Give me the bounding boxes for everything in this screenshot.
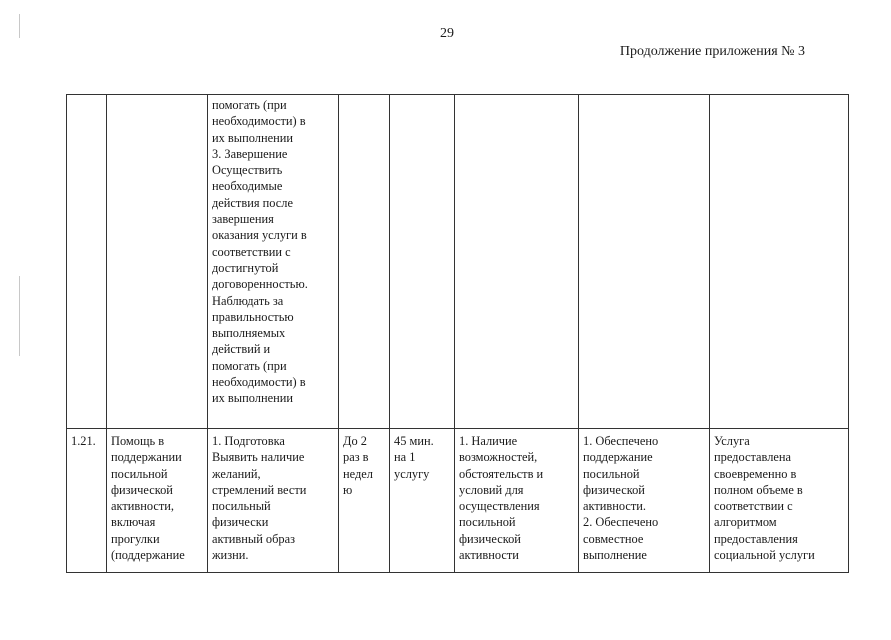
- cell-service-name: [107, 95, 208, 429]
- text-line: на 1: [394, 450, 416, 465]
- cell-quality: [710, 429, 849, 573]
- text-line: ю: [343, 482, 353, 497]
- text-line: обстоятельств и: [459, 466, 544, 481]
- text-line: необходимости) в: [212, 114, 306, 129]
- text-line: необходимости) в: [212, 375, 306, 390]
- page-number: 29: [440, 26, 454, 41]
- text-line: активности.: [583, 499, 647, 514]
- text-line: стремлений вести: [212, 482, 307, 497]
- text-line: 3. Завершение: [212, 146, 288, 161]
- text-line: поддержание: [583, 450, 653, 465]
- text-line: их выполнении: [212, 391, 293, 406]
- cell-conditions: [455, 429, 579, 573]
- cell-result: [579, 429, 710, 573]
- text-line: Выявить наличие: [212, 450, 305, 465]
- text-line: их выполнении: [212, 130, 293, 145]
- text-line: активности,: [111, 499, 175, 514]
- text-line: социальной услуги: [714, 548, 815, 563]
- cell-frequency: [339, 95, 390, 429]
- text-line: своевременно в: [714, 466, 797, 481]
- scan-margin-mark: [19, 276, 20, 356]
- text-line: достигнутой: [212, 260, 279, 275]
- text-line: 2. Обеспечено: [583, 515, 659, 530]
- text-line: предоставления: [714, 531, 798, 546]
- text-line: физической: [459, 531, 521, 546]
- text-line: услугу: [394, 466, 430, 481]
- text-line: 45 мин.: [394, 434, 434, 448]
- cell-duration: [390, 429, 455, 573]
- text-line: 1. Обеспечено: [583, 434, 659, 448]
- text-line: выполняемых: [212, 326, 286, 341]
- cell-number: [67, 95, 107, 429]
- text-line: полном объеме в: [714, 482, 803, 497]
- text-line: договоренностью.: [212, 277, 308, 292]
- text-line: условий для: [459, 482, 524, 497]
- text-line: посильной: [583, 466, 640, 481]
- text-line: выполнение: [583, 548, 647, 563]
- text-line: действия после: [212, 195, 293, 210]
- text-line: прогулки: [111, 531, 160, 546]
- text-line: Наблюдать за: [212, 293, 284, 308]
- text-line: соответствии с: [212, 244, 291, 259]
- text-line: (поддержание: [111, 548, 185, 563]
- text-line: Услуга: [714, 434, 750, 448]
- scan-margin-mark: [19, 14, 20, 38]
- services-table: [66, 94, 849, 573]
- cell-service-content: [208, 429, 339, 573]
- text-line: предоставлена: [714, 450, 792, 465]
- text-line: 1. Наличие: [459, 434, 518, 448]
- text-line: посильной: [459, 515, 516, 530]
- text-line: оказания услуги в: [212, 228, 307, 243]
- cell-number: [67, 429, 107, 573]
- text-line: действий и: [212, 342, 271, 357]
- row-number: 1.21.: [71, 434, 96, 448]
- text-line: поддержании: [111, 450, 182, 465]
- text-line: посильной: [111, 466, 168, 481]
- appendix-continuation-note: Продолжение приложения № 3: [619, 44, 805, 59]
- cell-service-content: [208, 95, 339, 429]
- text-line: осуществления: [459, 499, 540, 514]
- text-line: соответствии с: [714, 499, 793, 514]
- text-line: возможностей,: [459, 450, 538, 465]
- text-line: физической: [111, 482, 173, 497]
- text-line: необходимые: [212, 179, 283, 194]
- text-line: алгоритмом: [714, 515, 777, 530]
- text-line: активный образ: [212, 531, 296, 546]
- text-line: Помощь в: [111, 434, 165, 448]
- text-line: физической: [583, 482, 645, 497]
- text-line: недел: [343, 466, 373, 481]
- text-line: раз в: [343, 450, 369, 465]
- text-line: физически: [212, 515, 269, 530]
- cell-quality: [710, 95, 849, 429]
- table-row-continuation: [67, 95, 849, 429]
- text-line: помогать (при: [212, 98, 287, 112]
- text-line: включая: [111, 515, 156, 530]
- text-line: жизни.: [212, 548, 249, 563]
- text-line: правильностью: [212, 309, 294, 324]
- cell-service-name: [107, 429, 208, 573]
- text-line: завершения: [212, 212, 274, 227]
- cell-duration: [390, 95, 455, 429]
- cell-conditions: [455, 95, 579, 429]
- text-line: До 2: [343, 434, 367, 448]
- cell-result: [579, 95, 710, 429]
- text-line: помогать (при: [212, 358, 287, 373]
- table-row-1-21: [67, 429, 849, 573]
- cell-frequency: [339, 429, 390, 573]
- text-line: 1. Подготовка: [212, 434, 285, 448]
- text-line: совместное: [583, 531, 644, 546]
- text-line: активности: [459, 548, 519, 563]
- text-line: желаний,: [212, 466, 261, 481]
- text-line: Осуществить: [212, 163, 283, 178]
- text-line: посильный: [212, 499, 271, 514]
